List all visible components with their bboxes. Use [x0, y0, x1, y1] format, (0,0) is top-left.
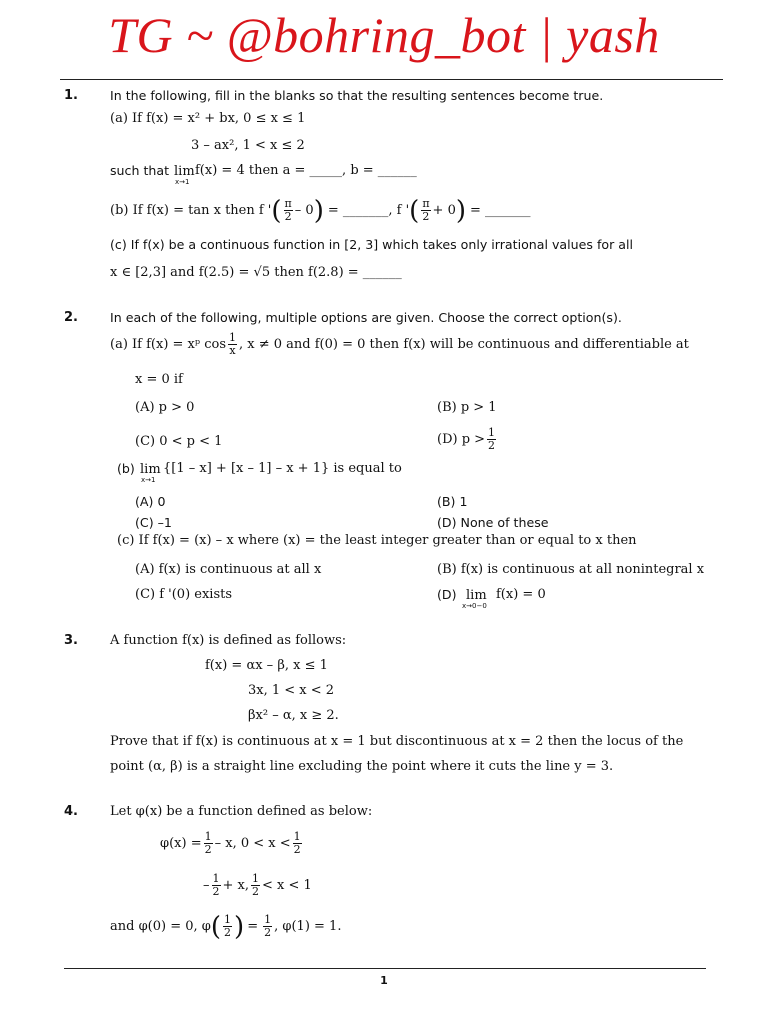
q1a-line1: (a) If f(x) = x² + bx, 0 ≤ x ≤ 1	[110, 111, 306, 126]
fraction-denominator: 2	[488, 439, 496, 452]
q4-line1	[160, 831, 304, 856]
q4-line2-end: < x < 1	[262, 877, 312, 893]
one-half-fraction	[487, 427, 496, 452]
paren-open: (	[409, 195, 420, 226]
q1a-line2: 3 – ax², 1 < x ≤ 2	[191, 138, 305, 153]
one-half-fraction	[293, 831, 302, 856]
q1a-line3-pre: such that	[110, 163, 170, 178]
q2c-option-d-lim: lim	[466, 588, 487, 603]
q4-line2-mid: + x,	[222, 877, 249, 893]
question-3-number: 3.	[64, 633, 78, 648]
q2a-line1	[110, 332, 689, 357]
one-over-x-fraction	[228, 332, 237, 357]
q2a-option-a: (A) p > 0	[135, 400, 195, 415]
q4-and-end: , φ(1) = 1.	[274, 918, 342, 934]
q2c-option-a: (A) f(x) is continuous at all x	[135, 562, 322, 577]
fraction-denominator: 2	[252, 885, 259, 898]
fraction-numerator: 1	[264, 913, 272, 926]
q2b-post: {[1 – x] + [x – 1] – x + 1} is equal to	[163, 461, 402, 476]
fraction-numerator: 1	[488, 426, 496, 439]
q4-line2-pre: –	[203, 877, 210, 893]
one-half-fraction	[212, 873, 221, 898]
footer-rule	[64, 968, 706, 969]
one-half-fraction	[251, 873, 260, 898]
q1b-line	[110, 195, 531, 226]
q2c-option-b: (B) f(x) is continuous at all nonintegral x	[437, 562, 705, 577]
fraction-numerator: 1	[212, 872, 220, 885]
q2c-option-c: (C) f '(0) exists	[135, 587, 233, 602]
q1b-pre: (b) If f(x) = tan x then f '	[110, 202, 272, 218]
fraction-denominator: 2	[422, 210, 430, 223]
page-number: 1	[380, 974, 388, 987]
q4-line2	[203, 873, 312, 898]
header-rule	[60, 79, 723, 80]
q4-and-pre: and φ(0) = 0, φ	[110, 918, 211, 934]
fraction-numerator: π	[422, 197, 430, 210]
q4-line1-pre: φ(x) =	[160, 835, 202, 851]
q2b-option-d: (D) None of these	[437, 515, 549, 530]
q2a-option-b: (B) p > 1	[437, 400, 497, 415]
q2b-option-b: (B) 1	[437, 494, 468, 509]
fraction-numerator: 1	[229, 331, 236, 344]
header-title: TG ~ @bohring_bot | yash	[108, 7, 660, 63]
fraction-denominator: 2	[212, 885, 220, 898]
fraction-denominator: 2	[293, 843, 301, 856]
fraction-numerator: 1	[224, 913, 232, 926]
q2c-option-d-pre: (D)	[437, 587, 457, 602]
q1b-end: = _______	[470, 202, 531, 218]
q1b-mid1: – 0	[294, 202, 314, 218]
q2a-post: , x ≠ 0 and f(0) = 0 then f(x) will be continuous and differentiable at	[239, 336, 689, 352]
q2a-pre: (a) If f(x) = xᵖ cos	[110, 336, 226, 352]
q3-line3: βx² – α, x ≥ 2.	[248, 708, 339, 723]
fraction-denominator: x	[229, 344, 236, 357]
question-3-intro: A function f(x) is defined as follows:	[110, 633, 347, 648]
q3-line1: f(x) = αx – β, x ≤ 1	[205, 658, 328, 673]
pi-over-2-fraction	[284, 198, 293, 223]
q3-prove-line2: point (α, β) is a straight line excluding the point where it cuts the line y = 3.	[110, 759, 614, 774]
fraction-denominator: 2	[284, 210, 292, 223]
q3-prove-line1: Prove that if f(x) is continuous at x = 1 but discontinuous at x = 2 then the locus of the	[110, 734, 684, 749]
q4-and-mid: =	[247, 918, 259, 934]
q1c-line1: (c) If f(x) be a continuous function in [2, 3] which takes only irrational values for all	[110, 237, 633, 252]
question-2-intro: In each of the following, multiple options are given. Choose the correct option(s).	[110, 310, 622, 325]
q1b-mid3: + 0	[432, 202, 456, 218]
one-half-fraction	[223, 914, 232, 939]
fraction-denominator: 2	[224, 926, 232, 939]
question-4-intro: Let φ(x) be a function defined as below:	[110, 804, 373, 819]
q2b-option-a: (A) 0	[135, 494, 166, 509]
paren-open: (	[271, 195, 282, 226]
q2a-line2: x = 0 if	[135, 372, 183, 387]
q2b-option-c: (C) –1	[135, 515, 172, 530]
q2c-option-d-lim-sub: x→0−0	[462, 602, 487, 610]
paren-close: )	[234, 911, 245, 942]
q1a-lim: lim	[174, 164, 195, 179]
q2b-pre: (b)	[117, 461, 135, 476]
fraction-numerator: π	[284, 197, 292, 210]
q4-line1-mid: – x, 0 < x <	[214, 835, 291, 851]
q2a-option-d-pre: (D) p >	[437, 431, 486, 447]
one-half-fraction	[263, 914, 272, 939]
question-1-number: 1.	[64, 88, 78, 103]
q3-line2: 3x, 1 < x < 2	[248, 683, 335, 698]
paren-open: (	[210, 911, 222, 942]
q1b-mid2: = _______, f '	[327, 202, 410, 218]
q2c-line: (c) If f(x) = (x) – x where (x) = the least integer greater than or equal to x then	[117, 533, 637, 548]
fraction-numerator: 1	[293, 830, 301, 843]
question-2-number: 2.	[64, 310, 78, 325]
q2b-lim: lim	[140, 462, 161, 477]
q2a-option-d	[437, 427, 498, 452]
q2a-option-c: (C) 0 < p < 1	[135, 434, 223, 449]
pi-over-2-fraction	[421, 198, 430, 223]
fraction-denominator: 2	[264, 926, 272, 939]
fraction-denominator: 2	[204, 843, 212, 856]
one-half-fraction	[204, 831, 213, 856]
question-1-intro: In the following, fill in the blanks so that the resulting sentences become true.	[110, 88, 604, 103]
q1c-line2: x ∈ [2,3] and f(2.5) = √5 then f(2.8) = ______	[110, 265, 402, 280]
q2c-option-d-post: f(x) = 0	[496, 587, 546, 602]
q1a-lim-sub: x→1	[175, 178, 190, 186]
q1a-line3-post: f(x) = 4 then a = _____, b = ______	[195, 163, 417, 178]
fraction-numerator: 1	[252, 872, 259, 885]
question-4-number: 4.	[64, 804, 78, 819]
fraction-numerator: 1	[204, 830, 212, 843]
paren-close: )	[455, 195, 466, 226]
q4-and-line	[110, 911, 342, 942]
paren-close: )	[313, 195, 324, 226]
q2b-lim-sub: x→1	[141, 476, 156, 484]
